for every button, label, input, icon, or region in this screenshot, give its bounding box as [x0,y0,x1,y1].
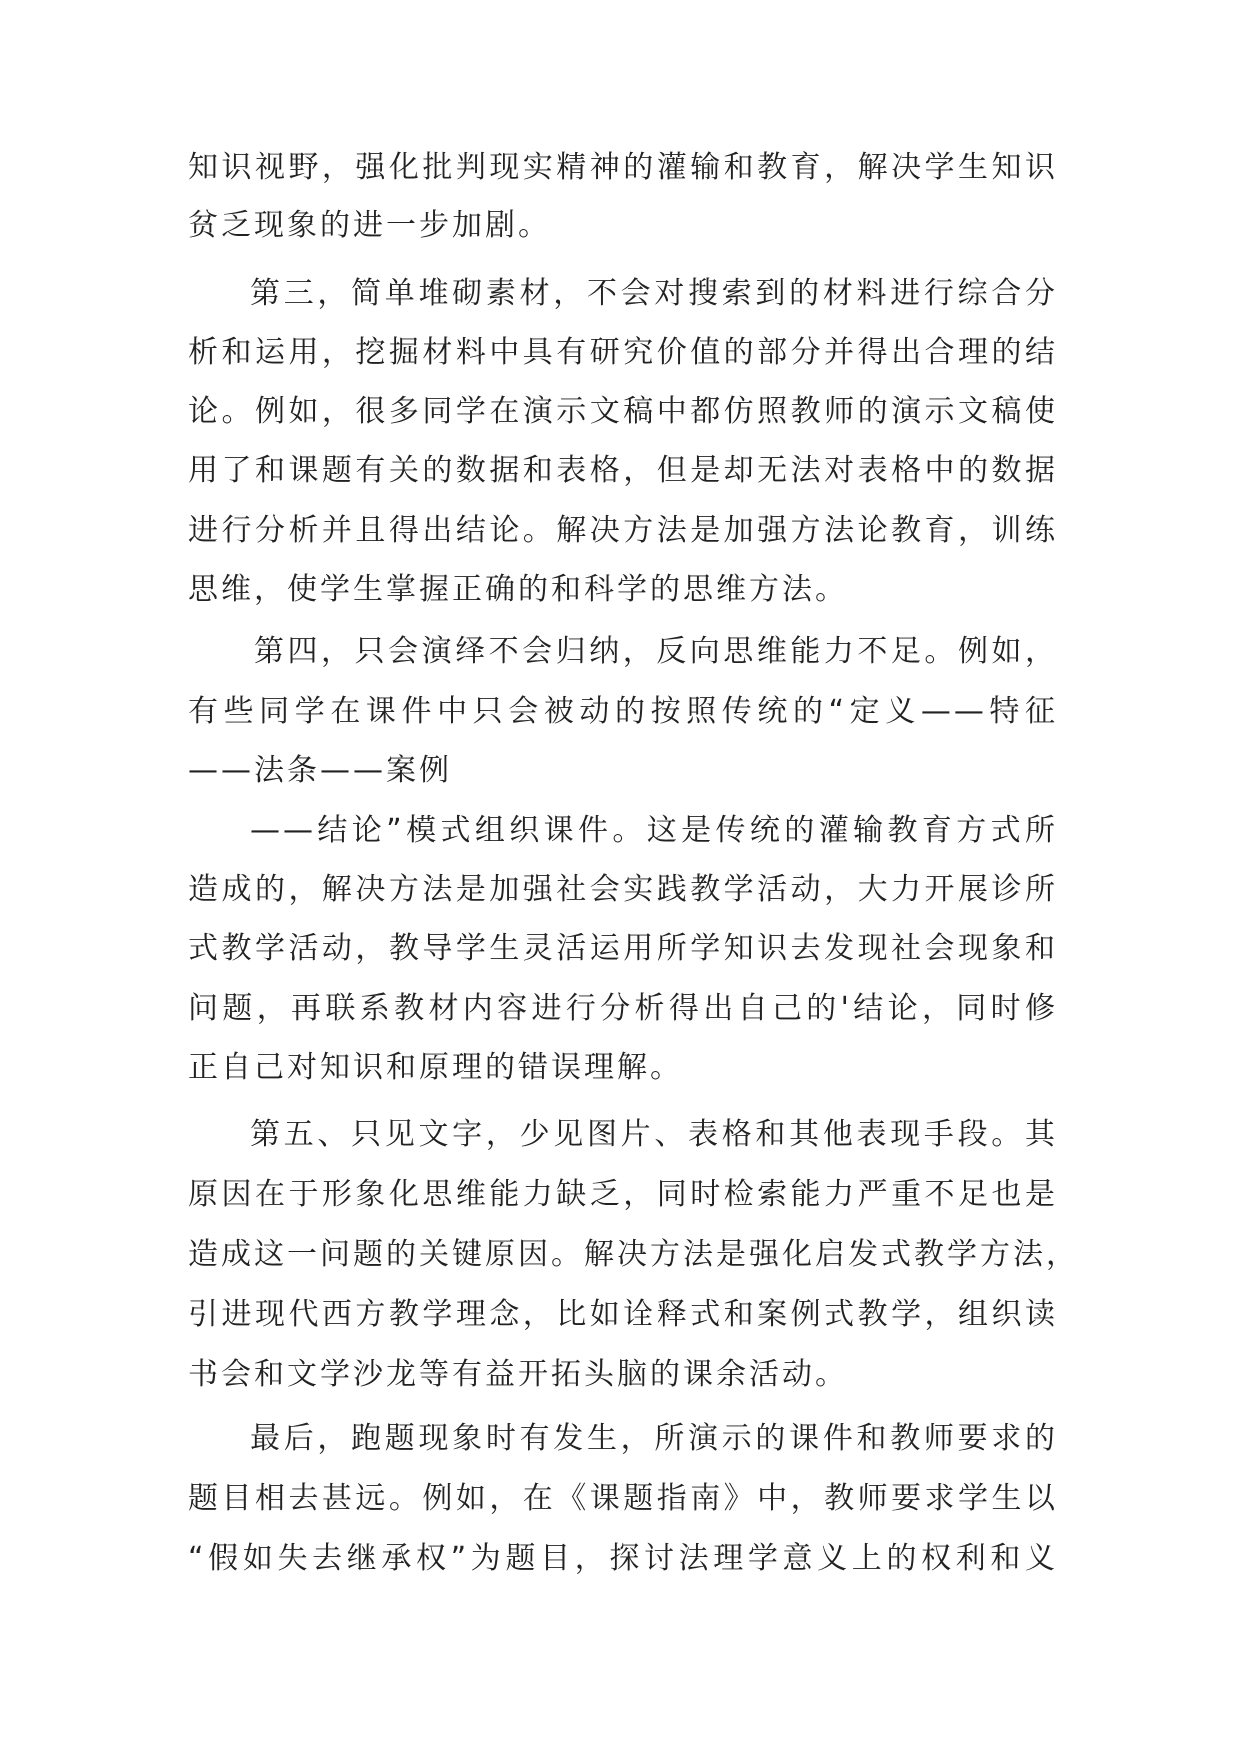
text-line-22: 最后，跑题现象时有发生，所演示的课件和教师要求的 [250,1421,1058,1456]
text-line-13: 造成的，解决方法是加强社会实践教学活动，大力开展诊所 [188,872,1058,907]
text-line-5: 论。例如，很多同学在演示文稿中都仿照教师的演示文稿使 [188,394,1058,429]
text-line-1: 知识视野，强化批判现实精神的灌输和教育，解决学生知识 [188,150,1058,185]
text-line-16: 正自己对知识和原理的错误理解。 [188,1050,683,1085]
text-line-14: 式教学活动，教导学生灵活运用所学知识去发现社会现象和 [188,931,1058,966]
text-line-24: “假如失去继承权”为题目，探讨法理学意义上的权利和义 [188,1541,1058,1576]
text-line-19: 造成这一问题的关键原因。解决方法是强化启发式教学方法， [188,1237,1079,1272]
text-line-20: 引进现代西方教学理念，比如诠释式和案例式教学，组织读 [188,1297,1058,1332]
text-line-2: 贫乏现象的进一步加剧。 [188,208,551,243]
text-line-9: 第四，只会演绎不会归纳，反向思维能力不足。例如， [254,634,1058,669]
text-line-21: 书会和文学沙龙等有益开拓头脑的课余活动。 [188,1357,848,1392]
text-line-15: 问题，再联系教材内容进行分析得出自己的'结论，同时修 [188,991,1058,1026]
text-line-7: 进行分析并且得出结论。解决方法是加强方法论教育，训练 [188,513,1058,548]
text-line-11: ——法条——案例 [188,753,452,788]
text-line-17: 第五、只见文字，少见图片、表格和其他表现手段。其 [250,1117,1058,1152]
text-line-8: 思维，使学生掌握正确的和科学的思维方法。 [188,572,848,607]
text-line-18: 原因在于形象化思维能力缺乏，同时检索能力严重不足也是 [188,1177,1058,1212]
text-line-6: 用了和课题有关的数据和表格，但是却无法对表格中的数据 [188,453,1058,488]
text-line-23: 题目相去甚远。例如，在《课题指南》中，教师要求学生以 [188,1481,1058,1516]
text-line-3: 第三，简单堆砌素材，不会对搜索到的材料进行综合分 [250,276,1058,311]
text-line-12: ——结论”模式组织课件。这是传统的灌输教育方式所 [250,813,1058,848]
text-line-4: 析和运用，挖掘材料中具有研究价值的部分并得出合理的结 [188,335,1058,370]
text-line-10: 有些同学在课件中只会被动的按照传统的“定义——特征 [188,694,1058,729]
